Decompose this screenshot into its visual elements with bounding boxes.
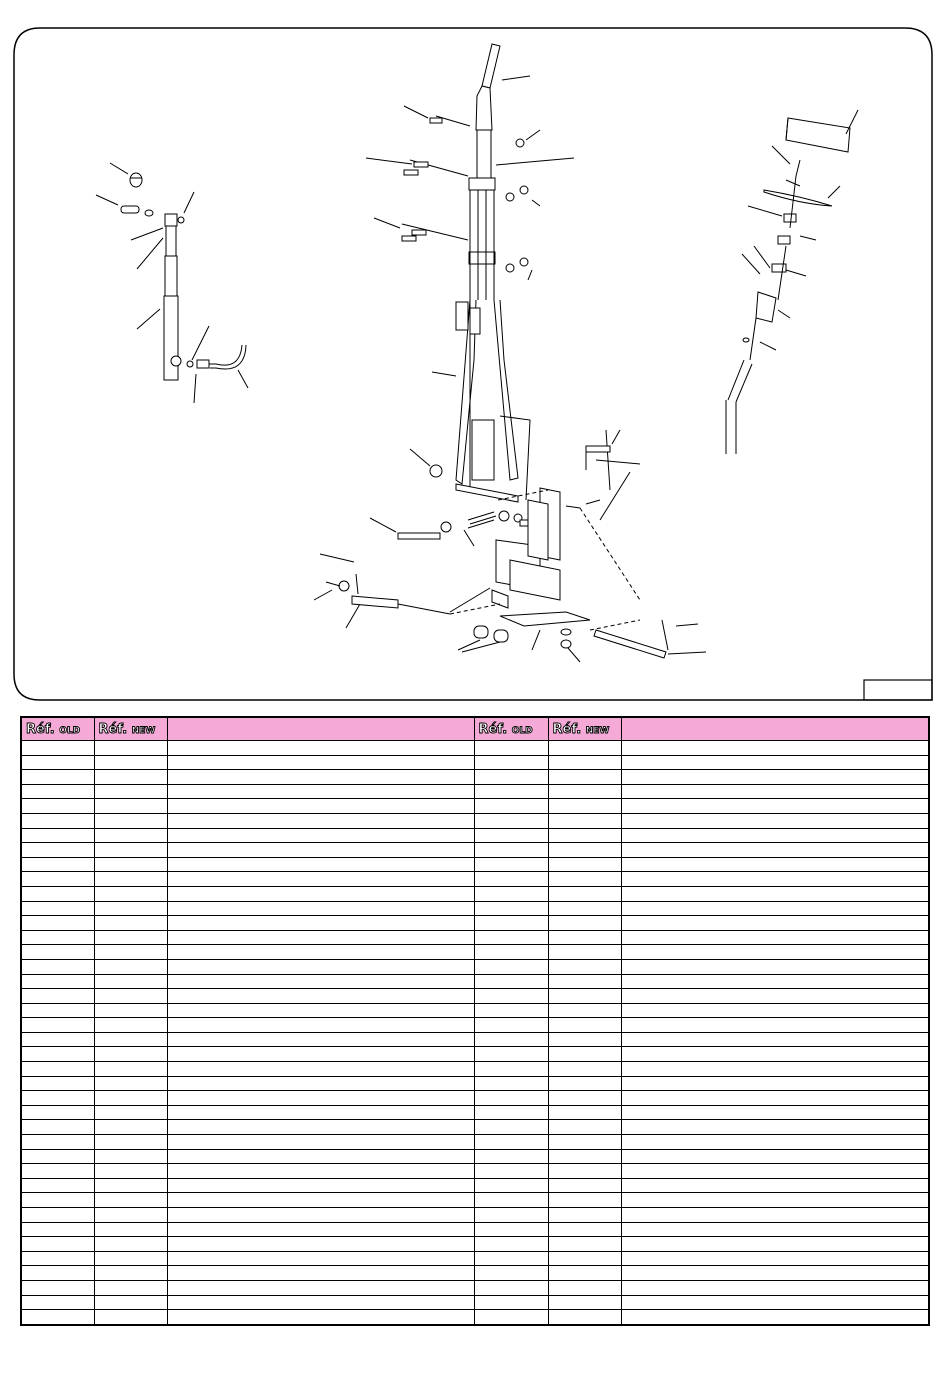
table-cell [474, 1164, 548, 1179]
table-cell [21, 1032, 94, 1047]
table-cell [621, 1120, 929, 1135]
table-cell [474, 1003, 548, 1018]
table-cell [21, 886, 94, 901]
table-cell [474, 770, 548, 785]
table-row [21, 1076, 929, 1091]
table-cell [621, 1251, 929, 1266]
parts-table-body [21, 741, 929, 1325]
table-cell [167, 1310, 474, 1325]
table-cell [21, 755, 94, 770]
table-cell [621, 1062, 929, 1077]
table-cell [621, 1193, 929, 1208]
table-row [21, 1091, 929, 1106]
table-cell [94, 1076, 167, 1091]
table-cell [94, 959, 167, 974]
table-cell [94, 1222, 167, 1237]
table-row [21, 1266, 929, 1281]
table-cell [474, 872, 548, 887]
table-cell [94, 989, 167, 1004]
table-cell [21, 1266, 94, 1281]
table-cell [21, 843, 94, 858]
table-cell [167, 1105, 474, 1120]
table-cell [21, 1149, 94, 1164]
table-cell [621, 1222, 929, 1237]
parts-reference-table [20, 716, 930, 1326]
table-cell [621, 1178, 929, 1193]
table-row [21, 974, 929, 989]
table-cell [21, 784, 94, 799]
table-row [21, 945, 929, 960]
table-row [21, 784, 929, 799]
table-cell [548, 872, 621, 887]
table-cell [167, 755, 474, 770]
table-row [21, 813, 929, 828]
table-cell [21, 1135, 94, 1150]
table-cell [167, 1251, 474, 1266]
table-cell [474, 1266, 548, 1281]
table-cell [167, 1295, 474, 1310]
table-cell [474, 857, 548, 872]
table-cell [94, 828, 167, 843]
table-cell [548, 916, 621, 931]
table-cell [94, 1032, 167, 1047]
table-cell [21, 989, 94, 1004]
table-cell [548, 886, 621, 901]
table-cell [621, 741, 929, 756]
table-row [21, 1149, 929, 1164]
table-cell [548, 843, 621, 858]
table-cell [21, 741, 94, 756]
table-cell [474, 1149, 548, 1164]
table-cell [167, 784, 474, 799]
center-tower-assembly [314, 44, 706, 662]
table-cell [21, 1222, 94, 1237]
table-row [21, 930, 929, 945]
table-cell [474, 1062, 548, 1077]
table-cell [474, 945, 548, 960]
table-row [21, 1251, 929, 1266]
table-row [21, 843, 929, 858]
table-cell [167, 1208, 474, 1223]
table-cell [474, 886, 548, 901]
table-cell [548, 755, 621, 770]
table-cell [167, 1032, 474, 1047]
table-cell [21, 1018, 94, 1033]
table-cell [621, 1237, 929, 1252]
table-cell [474, 1193, 548, 1208]
table-row [21, 1018, 929, 1033]
table-row [21, 799, 929, 814]
table-row [21, 1003, 929, 1018]
table-cell [94, 741, 167, 756]
table-cell [94, 1135, 167, 1150]
table-cell [94, 784, 167, 799]
table-cell [621, 1266, 929, 1281]
table-cell [94, 799, 167, 814]
table-cell [621, 784, 929, 799]
table-cell [21, 930, 94, 945]
table-cell [94, 1105, 167, 1120]
table-cell [621, 886, 929, 901]
table-cell [167, 1120, 474, 1135]
table-cell [621, 989, 929, 1004]
table-cell [621, 916, 929, 931]
table-cell [621, 930, 929, 945]
table-cell [548, 1032, 621, 1047]
table-cell [167, 1193, 474, 1208]
table-cell [548, 1047, 621, 1062]
table-row [21, 1280, 929, 1295]
table-cell [548, 1266, 621, 1281]
table-cell [94, 945, 167, 960]
left-post-assembly [96, 163, 248, 403]
table-cell [21, 1062, 94, 1077]
table-cell [21, 1208, 94, 1223]
table-cell [474, 930, 548, 945]
table-row [21, 1062, 929, 1077]
table-cell [548, 1164, 621, 1179]
table-row [21, 1208, 929, 1223]
table-row [21, 989, 929, 1004]
table-cell [94, 872, 167, 887]
table-cell [621, 813, 929, 828]
table-cell [21, 799, 94, 814]
table-cell [167, 1076, 474, 1091]
table-cell [548, 901, 621, 916]
table-cell [21, 945, 94, 960]
table-cell [94, 974, 167, 989]
table-cell [167, 1091, 474, 1106]
header-ref-old-right: Réf. OLD [474, 717, 548, 741]
table-cell [21, 1295, 94, 1310]
table-cell [167, 1266, 474, 1281]
table-cell [167, 1149, 474, 1164]
table-cell [621, 1208, 929, 1223]
table-cell [167, 770, 474, 785]
table-cell [548, 930, 621, 945]
table-cell [94, 886, 167, 901]
table-cell [21, 1280, 94, 1295]
table-cell [167, 1237, 474, 1252]
table-cell [94, 1193, 167, 1208]
table-cell [21, 1047, 94, 1062]
table-cell [621, 945, 929, 960]
table-cell [621, 799, 929, 814]
table-cell [474, 1208, 548, 1223]
table-cell [548, 813, 621, 828]
table-cell [94, 1120, 167, 1135]
table-cell [167, 872, 474, 887]
table-cell [474, 799, 548, 814]
table-row [21, 1310, 929, 1325]
table-cell [167, 799, 474, 814]
table-cell [474, 1280, 548, 1295]
table-cell [474, 1032, 548, 1047]
table-cell [548, 1149, 621, 1164]
table-cell [94, 1149, 167, 1164]
table-header-row [21, 717, 929, 741]
table-row [21, 1222, 929, 1237]
table-row [21, 741, 929, 756]
table-cell [548, 974, 621, 989]
table-cell [167, 989, 474, 1004]
table-cell [21, 857, 94, 872]
table-cell [21, 1237, 94, 1252]
table-cell [621, 857, 929, 872]
table-cell [167, 945, 474, 960]
table-cell [474, 1237, 548, 1252]
table-cell [474, 959, 548, 974]
header-ref-new-right: Réf. NEW [548, 717, 621, 741]
table-cell [21, 901, 94, 916]
table-cell [621, 1105, 929, 1120]
table-cell [474, 916, 548, 931]
table-cell [94, 857, 167, 872]
table-cell [474, 1135, 548, 1150]
table-cell [548, 1003, 621, 1018]
table-cell [621, 1032, 929, 1047]
table-cell [167, 901, 474, 916]
table-row [21, 901, 929, 916]
table-cell [548, 770, 621, 785]
table-cell [474, 1295, 548, 1310]
table-cell [474, 1076, 548, 1091]
table-cell [548, 1193, 621, 1208]
table-cell [548, 857, 621, 872]
table-row [21, 886, 929, 901]
table-cell [474, 974, 548, 989]
table-cell [94, 755, 167, 770]
table-cell [474, 843, 548, 858]
table-cell [167, 1135, 474, 1150]
table-cell [21, 1003, 94, 1018]
table-cell [621, 1149, 929, 1164]
table-cell [621, 1003, 929, 1018]
table-cell [548, 741, 621, 756]
table-cell [621, 901, 929, 916]
table-cell [94, 930, 167, 945]
table-cell [474, 784, 548, 799]
table-cell [21, 1251, 94, 1266]
table-row [21, 1237, 929, 1252]
table-cell [474, 741, 548, 756]
table-cell [167, 843, 474, 858]
table-cell [94, 901, 167, 916]
title-block [864, 680, 932, 700]
table-cell [548, 1135, 621, 1150]
table-cell [21, 828, 94, 843]
table-cell [21, 1091, 94, 1106]
table-cell [548, 989, 621, 1004]
table-cell [548, 828, 621, 843]
table-row [21, 916, 929, 931]
table-row [21, 857, 929, 872]
table-row [21, 1105, 929, 1120]
table-cell [167, 828, 474, 843]
table-cell [21, 959, 94, 974]
table-cell [621, 1164, 929, 1179]
table-row [21, 828, 929, 843]
table-cell [548, 1120, 621, 1135]
table-cell [548, 784, 621, 799]
header-description-right [621, 717, 929, 741]
table-cell [21, 1105, 94, 1120]
table-cell [167, 974, 474, 989]
table-cell [21, 974, 94, 989]
table-cell [621, 1310, 929, 1325]
table-cell [94, 813, 167, 828]
table-cell [167, 916, 474, 931]
table-cell [548, 1076, 621, 1091]
table-cell [167, 1062, 474, 1077]
table-cell [548, 1310, 621, 1325]
header-ref-old-left: Réf. OLD [21, 717, 94, 741]
table-row [21, 1178, 929, 1193]
table-cell [474, 901, 548, 916]
table-cell [621, 974, 929, 989]
table-cell [548, 1295, 621, 1310]
table-row [21, 1193, 929, 1208]
table-cell [94, 1280, 167, 1295]
table-cell [621, 755, 929, 770]
table-cell [621, 1295, 929, 1310]
table-cell [94, 1018, 167, 1033]
table-cell [167, 1018, 474, 1033]
table-cell [621, 872, 929, 887]
table-cell [621, 843, 929, 858]
table-cell [474, 1018, 548, 1033]
table-cell [548, 1091, 621, 1106]
table-cell [548, 1105, 621, 1120]
table-cell [21, 770, 94, 785]
table-cell [548, 1222, 621, 1237]
table-row [21, 1120, 929, 1135]
table-cell [94, 1047, 167, 1062]
table-cell [548, 1208, 621, 1223]
table-cell [548, 1178, 621, 1193]
table-cell [548, 799, 621, 814]
table-cell [167, 1164, 474, 1179]
table-cell [474, 1251, 548, 1266]
table-cell [94, 916, 167, 931]
table-cell [94, 770, 167, 785]
table-cell [21, 872, 94, 887]
table-cell [548, 959, 621, 974]
table-cell [621, 770, 929, 785]
table-cell [474, 1105, 548, 1120]
header-description-left [167, 717, 474, 741]
table-cell [474, 1120, 548, 1135]
table-cell [21, 1076, 94, 1091]
table-cell [21, 1164, 94, 1179]
table-cell [167, 741, 474, 756]
table-cell [21, 813, 94, 828]
table-cell [621, 959, 929, 974]
table-cell [94, 1208, 167, 1223]
table-cell [21, 1193, 94, 1208]
table-cell [474, 813, 548, 828]
table-cell [94, 1003, 167, 1018]
table-cell [474, 1222, 548, 1237]
table-cell [474, 1047, 548, 1062]
table-cell [167, 1047, 474, 1062]
table-cell [21, 916, 94, 931]
table-cell [94, 1295, 167, 1310]
table-cell [474, 1178, 548, 1193]
table-cell [167, 1280, 474, 1295]
table-cell [474, 828, 548, 843]
table-cell [474, 989, 548, 1004]
table-cell [94, 1266, 167, 1281]
table-row [21, 1295, 929, 1310]
table-cell [474, 1091, 548, 1106]
table-cell [167, 1003, 474, 1018]
table-cell [621, 1018, 929, 1033]
table-cell [167, 813, 474, 828]
table-row [21, 755, 929, 770]
table-cell [548, 945, 621, 960]
right-column-assembly [726, 110, 858, 454]
table-cell [94, 1310, 167, 1325]
table-row [21, 872, 929, 887]
table-cell [621, 1135, 929, 1150]
table-row [21, 1135, 929, 1150]
table-cell [21, 1178, 94, 1193]
table-cell [94, 1178, 167, 1193]
table-cell [548, 1280, 621, 1295]
table-cell [621, 828, 929, 843]
table-cell [94, 1091, 167, 1106]
table-cell [94, 1251, 167, 1266]
header-ref-new-left: Réf. NEW [94, 717, 167, 741]
table-cell [621, 1280, 929, 1295]
table-cell [94, 1062, 167, 1077]
table-cell [94, 843, 167, 858]
table-cell [474, 1310, 548, 1325]
table-row [21, 1032, 929, 1047]
table-cell [621, 1047, 929, 1062]
table-cell [167, 857, 474, 872]
table-cell [548, 1062, 621, 1077]
table-cell [548, 1251, 621, 1266]
table-cell [167, 959, 474, 974]
table-cell [21, 1120, 94, 1135]
table-cell [21, 1310, 94, 1325]
table-row [21, 1047, 929, 1062]
table-cell [548, 1237, 621, 1252]
table-cell [167, 1178, 474, 1193]
table-row [21, 959, 929, 974]
table-cell [474, 755, 548, 770]
table-row [21, 770, 929, 785]
table-cell [548, 1018, 621, 1033]
table-cell [167, 930, 474, 945]
table-cell [94, 1164, 167, 1179]
table-cell [94, 1237, 167, 1252]
table-cell [167, 1222, 474, 1237]
table-cell [621, 1091, 929, 1106]
table-cell [621, 1076, 929, 1091]
table-cell [167, 886, 474, 901]
table-row [21, 1164, 929, 1179]
